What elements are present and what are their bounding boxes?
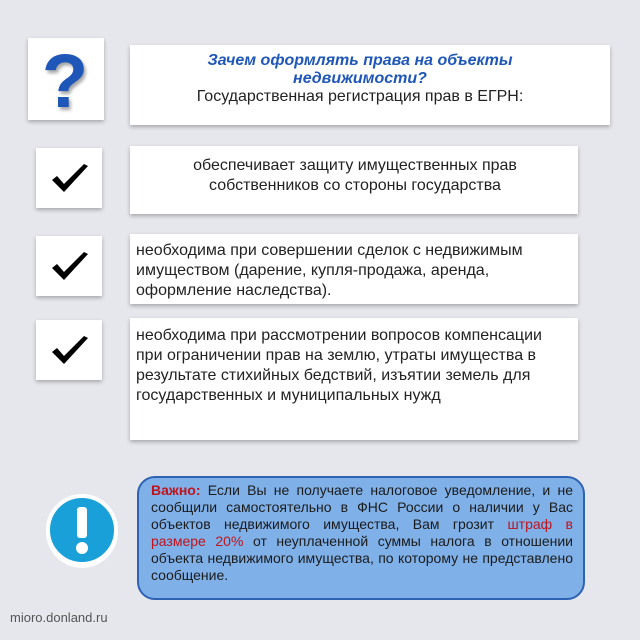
page-title: Зачем оформлять права на объекты недвижимости?: [207, 52, 513, 87]
check-box-1: [36, 148, 102, 208]
item-text-1: обеспечивает защиту имущественных прав собственников со стороны государства: [193, 157, 517, 194]
important-note: [137, 476, 585, 600]
item-text-3: необходима при рассмотрении вопросов компенсации при ограничении прав на землю, утраты имущества в результате стихийных бедствий, изъятии земель для государственных и муниципальных нужд: [136, 327, 542, 404]
checkmark-icon: [50, 334, 90, 370]
important-label: Важно:: [151, 482, 201, 498]
item-text-2: необходима при совершении сделок с недвижимым имуществом (дарение, купля-продажа, аренда, оформление наследства).: [136, 242, 523, 299]
fine-highlight: штраф в размере 20%: [151, 516, 573, 549]
check-box-3: [36, 320, 102, 380]
exclamation-icon: [42, 490, 122, 570]
note-text-part1: Если Вы не получаете налоговое уведомление, и не сообщили самостоятельно в ФНС России о наличии у Вас объектов недвижимого имущества, Вам грозит: [151, 482, 573, 532]
site-footer: mioro.donland.ru: [10, 610, 108, 625]
checkmark-icon: [50, 162, 90, 198]
note-text-part2: от неуплаченной суммы налога в отношении объекта недвижимого имущества, по которому не представлено сообщение.: [151, 533, 573, 583]
question-mark-icon: ?: [41, 39, 89, 124]
checkmark-icon: [50, 250, 90, 286]
page-subtitle: Государственная регистрация прав в ЕГРН:: [196, 88, 524, 105]
check-box-2: [36, 236, 102, 296]
